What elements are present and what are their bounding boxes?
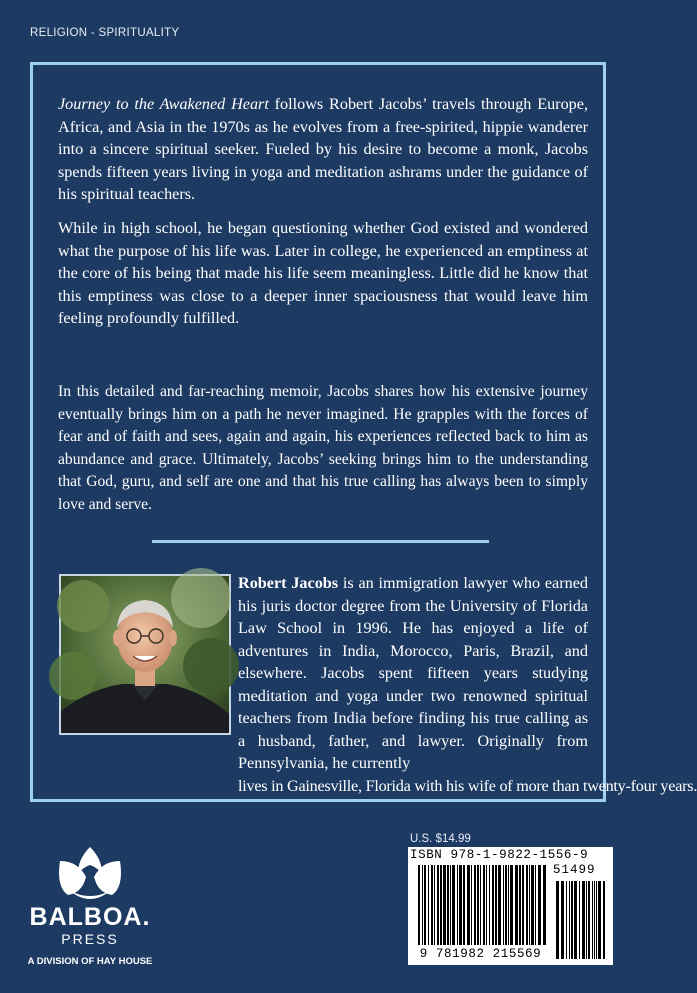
main-bar-8 [443, 865, 446, 945]
main-bar-18 [477, 865, 479, 945]
main-bar-23 [492, 865, 494, 945]
addon-bar-11 [594, 881, 595, 959]
description-paragraph-3: In this detailed and far-reaching memoir, Jacobs shares how his extensive journey eventually brings him on a path he never imagined. He grapples with the forces of fear and of faith and sees, again and again, his experiences reflected back to him as abundance and grace. Ultimately, Jacobs’ seeking brings him to the understanding that God, guru, and self are one and that his true calling has always been to simply love and serve. [58, 383, 588, 513]
author-bio [238, 572, 697, 797]
addon-bar-8 [586, 881, 587, 959]
author-portrait-image [61, 576, 229, 733]
barcode-main-digits: 9 781982 215569 [419, 947, 542, 961]
addon-bar-4 [571, 881, 573, 959]
main-bar-0 [418, 865, 420, 945]
main-bar-7 [440, 865, 442, 945]
description-paragraph-1-text: follows Robert Jacobs’ travels through Europe, Africa, and Asia in the 1970s as he evolves from a free-spirited, hippie wanderer into a sincere spiritual seeker. Fueled by his desire to become a monk, Jacobs spends fifteen years living in yoga and meditation ashrams under the guidance of his spiritual teachers. [58, 95, 588, 203]
book-title: Journey to the Awakened Heart [58, 95, 269, 113]
publisher-division: A DIVISION OF HAY HOUSE [27, 956, 153, 967]
author-photo [59, 574, 231, 735]
addon-bar-9 [588, 881, 590, 959]
main-bar-16 [471, 865, 472, 945]
main-bar-26 [503, 865, 504, 945]
main-bar-31 [519, 865, 521, 945]
main-bar-17 [474, 865, 476, 945]
main-bar-15 [467, 865, 470, 945]
main-bar-35 [531, 865, 534, 945]
isbn-label: ISBN 978-1-9822-1556-9 [410, 848, 589, 862]
addon-bar-14 [603, 881, 605, 959]
main-bar-24 [495, 865, 497, 945]
main-bar-12 [457, 865, 458, 945]
description-paragraph-1 [58, 93, 588, 206]
section-divider [152, 540, 489, 543]
price-label: U.S. $14.99 [410, 833, 471, 845]
addon-bar-3 [569, 881, 570, 959]
main-bar-9 [447, 865, 449, 945]
main-bar-6 [437, 865, 439, 945]
main-bar-10 [450, 865, 451, 945]
publisher-imprint: PRESS [61, 931, 119, 947]
logo-letter: b [83, 868, 97, 897]
main-bar-19 [480, 865, 481, 945]
category-label: RELIGION - SPIRITUALITY [30, 27, 180, 39]
addon-bar-12 [596, 881, 597, 959]
main-bar-13 [459, 865, 462, 945]
addon-bar-2 [566, 881, 567, 959]
publisher-dot: . [142, 903, 151, 931]
addon-bar-1 [561, 881, 564, 959]
main-bar-38 [543, 865, 546, 945]
main-bar-5 [434, 865, 435, 945]
main-bar-37 [538, 865, 541, 945]
main-bar-3 [428, 865, 429, 945]
main-bar-36 [535, 865, 536, 945]
barcode-area [408, 847, 613, 965]
main-bar-33 [526, 865, 528, 945]
addon-bar-0 [556, 881, 559, 959]
main-bar-25 [498, 865, 501, 945]
publisher-name [20, 903, 160, 932]
addon-bar-13 [598, 881, 601, 959]
main-bar-20 [483, 865, 485, 945]
addon-bar-7 [582, 881, 585, 959]
main-bar-27 [505, 865, 507, 945]
author-bio-text: is an immigration lawyer who earned his juris doctor degree from the University of Florida Law School in 1996. He has enjoyed a life of adventures in India, Morocco, Paris, Brazil, and elsewhere. Jacobs spent fifteen years studying meditation and yoga under two renowned spiritual teachers from India before finding his true calling as a husband, father, and lawyer. Originally from Pennsylvania, he currently [238, 574, 588, 772]
main-bar-28 [508, 865, 509, 945]
publisher-logo [20, 843, 160, 973]
author-name: Robert Jacobs [238, 574, 339, 592]
lotus-icon [20, 843, 160, 903]
main-bar-4 [431, 865, 433, 945]
main-bar-1 [422, 865, 423, 945]
main-bar-2 [424, 865, 426, 945]
main-bar-22 [489, 865, 490, 945]
main-bar-34 [529, 865, 530, 945]
addon-bar-10 [592, 881, 593, 959]
addon-bar-6 [579, 881, 580, 959]
publisher-name-text: BALBOA [29, 903, 143, 931]
main-bar-21 [486, 865, 487, 945]
description-paragraph-2: While in high school, he began questioning whether God existed and wondered what the purpose of his life was. Later in college, he experienced an emptiness at the core of his being that made his life seem meaningless. Little did he know that this emptiness was close to a deeper inner spaciousness that would leave him feeling profoundly fulfilled. [58, 219, 588, 327]
author-bio-last-line: lives in Gainesville, Florida with his wife of more than twenty-four years. [238, 776, 697, 795]
main-bar-30 [515, 865, 518, 945]
main-bar-29 [510, 865, 513, 945]
addon-bar-5 [574, 881, 577, 959]
barcode-addon-digits: 51499 [553, 863, 596, 877]
main-bar-32 [522, 865, 524, 945]
main-bar-14 [463, 865, 465, 945]
main-bar-11 [452, 865, 455, 945]
